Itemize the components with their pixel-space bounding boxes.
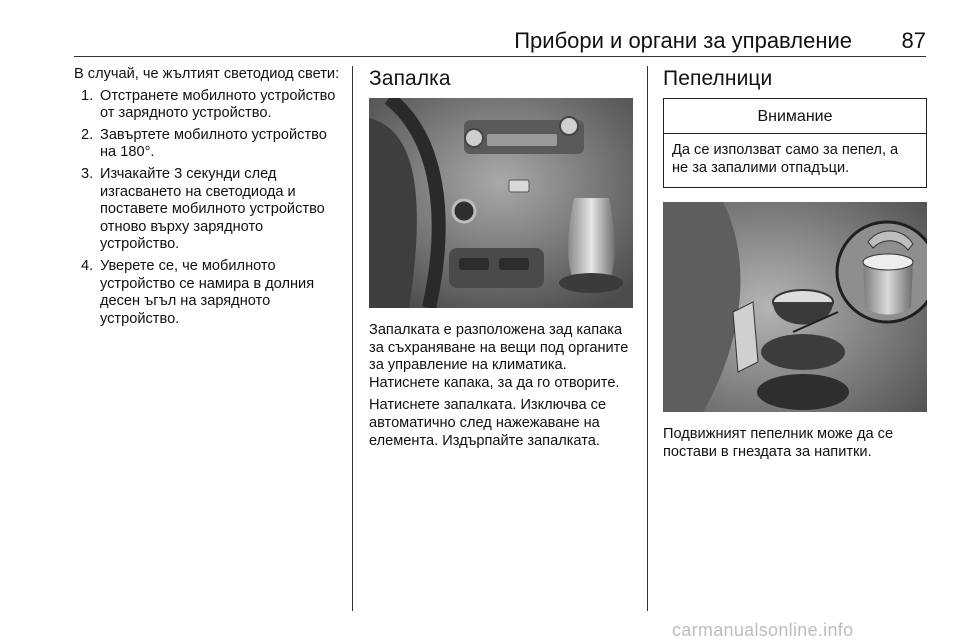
ashtrays-heading: Пепелници [663,67,773,90]
intro-text: В случай, че жълтият светодиод свети: [74,66,340,82]
lighter-illustration [369,98,633,308]
caution-box [663,98,927,188]
ashtray-illustration [663,202,927,412]
page-header [74,28,926,54]
lighter-usage-text: Натиснете запалката. Изключва се автоматично след нажежаване на елемента. Издърпайте запалката. [369,397,607,449]
caution-title: Внимание [664,99,926,134]
lighter-location-text: Запалката е разположена зад капака за съхраняване на вещи под органите за управление на климатика. Натиснете капака, за да го отворите. [369,322,629,391]
watermark: carmanualsonline.info [672,620,854,640]
step-text: Отстранете мобилното устройство от зарядното устройство. [100,87,336,122]
steps-list [74,88,342,329]
step-text: Уверете се, че мобилното устройство се намира в долния десен ъгъл на зарядното устройство. [100,257,315,327]
column-divider-left [352,66,353,611]
list-item [74,127,342,162]
running-title: Прибори и органи за управление [514,28,852,53]
header-rule [74,56,926,57]
column-charging-steps [74,66,342,328]
list-item [74,88,342,123]
step-number: 1. [81,87,94,104]
column-lighter [369,66,633,450]
column-ashtrays [663,66,927,461]
step-text: Изчакайте 3 секунди след изгасването на светодиода и поставете мобилното устройство отново върху зарядното устройство. [100,165,325,253]
step-text: Завъртете мобилното устройство на 180°. [100,126,327,161]
ashtray-caption: Подвижният пепелник може да се постави в гнездата за напитки. [663,426,894,460]
list-item [74,258,342,328]
page-number: 87 [901,28,926,53]
caution-text: Да се използват само за пепел, а не за запалими отпадъци. [672,142,899,176]
step-number: 3. [81,165,94,182]
lighter-heading: Запалка [369,67,451,90]
list-item [74,166,342,254]
column-divider-right [647,66,648,611]
step-number: 4. [81,257,94,274]
step-number: 2. [81,126,94,143]
